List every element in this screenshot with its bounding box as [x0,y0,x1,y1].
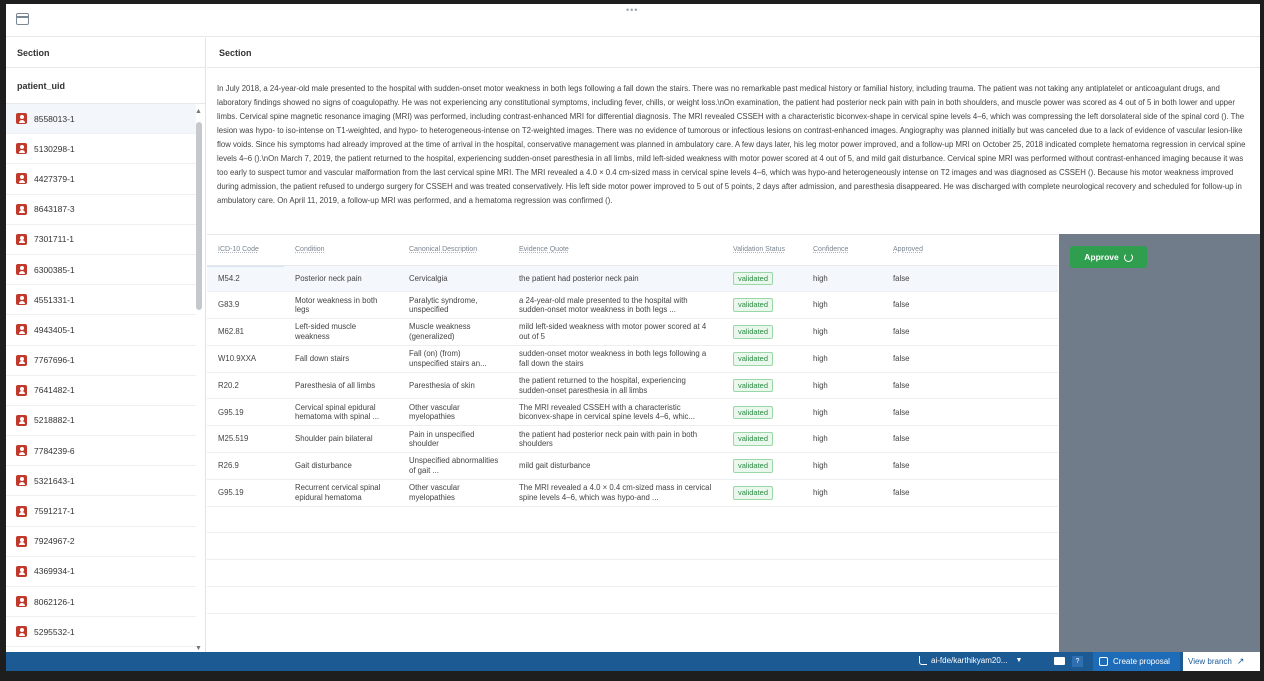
condition-text: Posterior neck pain [295,273,362,283]
clinical-narrative: In July 2018, a 24-year-old male presented to the hospital with sudden-onset motor weakness in both legs following a fall down the stairs. There was no remarkable past medical history or familial history, including trauma. The patient was not taking any antiplatelet or anticoagulant drugs, and laboratory findings showed no signs of coagulopathy. He was not experiencing any constitutional symptoms, including fever, chills, or weight loss.\nOn examination, the patient had posterior neck pain with pain in both shoulders, and muscle power was scored as 4 out of 5 in both lower and upper limbs. Cervical spine magnetic resonance imaging (MRI) was performed, including contrast-enhanced MRI for differential diagnosis. The MRI revealed CSSEH with a characteristic biconvex-shape in cervical spine levels 4–6, which was compressing the left dorsolateral side of the spinal cord (). The lesion was hypo- to iso-intense on T1-weighted, and hypo- to heterogeneous-intense on T2-weighted images. There was no evidence of tumorous or infectious lesions on contrast-enhanced images. Angiography was planned initially but was canceled due to a lack of evidence of vascular lesion-like flow voids. Since his symptoms had already improved at the time of arrival in the hospital, conservative management was planned in ambulatory care. A few days later, his leg motor power improved, and a follow-up MRI on October 25, 2018 indicated complete hematoma regression in cervical spine levels 4–6 ().\nOn March 7, 2019, the patient returned to the hospital, experiencing sudden-onset paresthesia in all limbs, mild left-sided weakness with motor power scored at 4 out of 5, and mild gait disturbance. Cervical spine MRI was performed without contrast-enhanced imaging because it was too early to suspect tumor and vascular malformation from the last cervical spine MRI. The MRI revealed a 4.0 × 0.4 cm-sized mass in cervical spine levels 4–6, which was hypo-and heterogeneously intense on T2 images and was diagnosed as CSSEH (). Because his motor weakness improved during admission, the patient refused to undergo surgery for CSSEH and was treated conservatively. His left side motor power improved to 5 out of 5 points, 2 days after admission, and paresthesia disappeared. He was discharged with complete neurological recovery and scheduled for follow-up in ambulatory care. On April 11, 2019, a follow-up MRI was performed, and a hematoma regression was confirmed (). [217,84,1246,205]
approved-cell [882,372,1058,399]
canonical-description-text: Paralytic syndrome, unspecified [409,295,478,315]
left-panel [6,38,206,652]
user-record-icon [16,385,27,396]
patient-uid-item[interactable] [6,285,196,315]
right-section-header: Section [207,38,1260,68]
create-proposal-label: Create proposal [1113,657,1170,666]
folder-icon[interactable] [1054,657,1065,665]
scroll-down-icon[interactable]: ▼ [195,645,202,652]
empty-cell [508,533,722,560]
empty-table-row [207,587,1058,614]
patient-uid-label: 4551331-1 [34,294,75,305]
validation-status-cell [722,479,802,506]
table-row[interactable] [207,479,1058,506]
icd-code-cell [207,399,284,426]
empty-cell [398,533,508,560]
patient-uid-item[interactable] [6,436,196,466]
evidence-quote-text: sudden-onset motor weakness in both legs following a fall down the stairs [519,349,707,368]
drag-handle-icon[interactable]: ••• [626,5,639,15]
branch-name: ai-fde/karthikyam20... [931,656,1008,665]
canonical-description-cell [398,319,508,346]
create-proposal-button[interactable] [1093,652,1180,671]
patient-uid-item[interactable] [6,376,196,406]
icd-code-cell [207,453,284,480]
canonical-description-cell [398,479,508,506]
icd-code-cell [207,345,284,372]
confidence-text: high [813,461,828,471]
approved-cell [882,479,1058,506]
evidence-quote-text: the patient returned to the hospital, experiencing sudden-onset paresthesia in all limbs [519,376,686,395]
patient-uid-item[interactable] [6,195,196,225]
patient-uid-item[interactable] [6,496,196,526]
status-badge: validated [733,379,773,393]
empty-cell [207,533,284,560]
icd-code-text: W10.9XXA [218,354,257,364]
column-header[interactable]: Approved [882,235,1058,265]
left-section-header: Section [6,38,205,68]
user-record-icon [16,173,27,184]
canonical-description-cell [398,265,508,292]
table-row[interactable] [207,292,1058,319]
approved-cell [882,399,1058,426]
empty-cell [508,560,722,587]
canonical-description-cell [398,292,508,319]
icd-codes-table [207,235,1058,614]
evidence-quote-cell [508,479,722,506]
patient-uid-item[interactable] [6,406,196,436]
validation-status-cell [722,345,802,372]
confidence-text: high [813,434,828,444]
user-record-icon [16,506,27,517]
icd-code-text: M25.519 [218,434,249,444]
table-body [207,265,1058,613]
patient-uid-item[interactable] [6,466,196,496]
confidence-cell [802,399,882,426]
canonical-description-text: Fall (on) (from) unspecified stairs an... [409,349,487,368]
empty-cell [508,587,722,614]
evidence-quote-text: The MRI revealed CSSEH with a characteristic biconvex-shape in cervical spine levels 4–6, whic... [519,402,695,422]
condition-text: Cervical spinal epidural hematoma with spinal ... [295,402,380,422]
empty-cell [284,533,398,560]
icd-code-text: G95.19 [218,407,244,417]
empty-cell [398,506,508,533]
condition-text: Gait disturbance [295,461,352,471]
icd-code-text: R20.2 [218,380,239,390]
scroll-up-icon[interactable]: ▲ [195,108,202,115]
condition-cell [284,345,398,372]
condition-cell [284,265,398,292]
condition-text: Fall down stairs [295,354,350,364]
empty-cell [882,587,1058,614]
evidence-quote-text: the patient had posterior neck pain with pain in both shoulders [519,429,698,449]
canonical-description-cell [398,372,508,399]
canonical-description-cell [398,345,508,372]
icd-table-container [207,234,1058,652]
approved-text: false [893,273,910,283]
table-row[interactable] [207,426,1058,453]
empty-cell [207,587,284,614]
column-header[interactable]: Evidence Quote [508,235,722,265]
external-arrow-icon: ↗ [1236,656,1245,666]
patient-uid-item[interactable] [6,225,196,255]
evidence-quote-cell [508,372,722,399]
column-header[interactable]: Confidence [802,235,882,265]
empty-cell [284,506,398,533]
user-record-icon [16,566,27,577]
condition-cell [284,479,398,506]
empty-cell [207,560,284,587]
evidence-quote-cell [508,319,722,346]
approved-text: false [893,434,910,444]
table-row[interactable] [207,372,1058,399]
confidence-text: high [813,300,828,310]
user-record-icon [16,596,27,607]
condition-text: Motor weakness in both legs [295,295,378,315]
approve-button[interactable] [1070,246,1147,268]
empty-cell [398,560,508,587]
empty-cell [802,587,882,614]
validation-status-cell [722,319,802,346]
empty-cell [722,560,802,587]
validation-status-cell [722,453,802,480]
evidence-quote-cell [508,399,722,426]
patient-uid-column-header[interactable]: patient_uid [6,68,205,104]
condition-cell [284,372,398,399]
table-row[interactable] [207,453,1058,480]
empty-table-row [207,560,1058,587]
patient-uid-label: 4369934-1 [34,566,75,577]
user-record-icon [16,143,27,154]
evidence-quote-text: The MRI revealed a 4.0 × 0.4 cm-sized mass in cervical spine levels 4–6, which was hypo-and ... [519,483,712,502]
patient-uid-item[interactable] [6,104,196,134]
user-record-icon [16,355,27,366]
patient-uid-label: 6300385-1 [34,264,75,275]
top-bar [6,4,1260,37]
canonical-description-text: Other vascular myelopathies [409,483,460,502]
user-record-icon [16,294,27,305]
condition-cell [284,292,398,319]
patient-uid-item[interactable] [6,617,196,647]
branch-icon [919,656,927,665]
branch-selector[interactable] [919,656,1022,665]
confidence-cell [802,319,882,346]
empty-cell [284,560,398,587]
view-branch-button[interactable] [1183,652,1260,671]
patient-uid-item[interactable] [6,134,196,164]
left-scrollbar[interactable] [195,108,203,652]
empty-cell [508,506,722,533]
evidence-quote-text: the patient had posterior neck pain [519,273,639,283]
table-row[interactable] [207,265,1058,292]
condition-text: Shoulder pain bilateral [295,434,373,444]
condition-cell [284,319,398,346]
empty-table-row [207,533,1058,560]
status-badge: validated [733,325,773,339]
patient-uid-label: 7301711-1 [34,234,75,245]
user-record-icon [16,415,27,426]
status-badge: validated [733,352,773,366]
approved-cell [882,453,1058,480]
empty-cell [398,587,508,614]
empty-cell [882,560,1058,587]
approved-cell [882,292,1058,319]
icd-code-text: M62.81 [218,327,245,337]
right-panel [207,38,1260,652]
validation-status-cell [722,426,802,453]
evidence-quote-cell [508,345,722,372]
approved-text: false [893,461,910,471]
icd-code-text: M54.2 [218,273,240,283]
patient-uid-label: 7784239-6 [34,445,75,456]
patient-uid-item[interactable] [6,557,196,587]
confidence-text: high [813,327,828,337]
patient-uid-label: 8643187-3 [34,204,75,215]
refresh-icon [1124,253,1133,262]
icd-code-text: R26.9 [218,461,239,471]
empty-cell [722,533,802,560]
patient-uid-label: 8558013-1 [34,113,75,124]
column-header[interactable]: ICD-10 Code [207,235,284,265]
confidence-text: high [813,273,828,283]
approved-text: false [893,327,910,337]
confidence-text: high [813,488,828,498]
patient-uid-label: 7924967-2 [34,536,75,547]
empty-cell [882,506,1058,533]
canonical-description-cell [398,399,508,426]
user-record-icon [16,113,27,124]
approved-cell [882,426,1058,453]
approved-cell [882,319,1058,346]
view-branch-label: View branch [1188,657,1232,666]
table-row[interactable] [207,399,1058,426]
scroll-thumb[interactable] [196,122,202,310]
condition-cell [284,399,398,426]
user-record-icon [16,264,27,275]
confidence-cell [802,372,882,399]
condition-text: Recurrent cervical spinal epidural hematoma [295,483,381,502]
column-header[interactable]: Validation Status [722,235,802,265]
approved-cell [882,265,1058,292]
icd-code-text: G83.9 [218,300,240,310]
empty-cell [802,506,882,533]
patient-uid-item[interactable] [6,346,196,376]
confidence-cell [802,479,882,506]
patient-uid-label: 7591217-1 [34,506,75,517]
user-record-icon [16,204,27,215]
confidence-cell [802,292,882,319]
empty-cell [207,506,284,533]
canonical-description-text: Pain in unspecified shoulder [409,429,475,449]
canonical-description-text: Paresthesia of skin [409,380,475,390]
status-badge: validated [733,459,773,473]
canonical-description-text: Cervicalgia [409,273,448,283]
user-record-icon [16,234,27,245]
user-record-icon [16,324,27,335]
empty-cell [722,506,802,533]
icd-code-cell [207,479,284,506]
empty-cell [882,533,1058,560]
status-badge: validated [733,272,773,286]
empty-cell [284,587,398,614]
canonical-description-text: Muscle weakness (generalized) [409,322,471,341]
approve-label: Approve [1084,252,1119,262]
user-record-icon [16,626,27,637]
condition-text: Paresthesia of all limbs [295,380,376,390]
action-panel [1059,234,1260,652]
validation-status-cell [722,265,802,292]
evidence-quote-text: a 24-year-old male presented to the hospital with sudden-onset motor weakness in both legs ... [519,295,688,315]
patient-uid-label: 5218882-1 [34,415,75,426]
canonical-description-cell [398,453,508,480]
proposal-icon [1099,657,1108,666]
icd-code-cell [207,292,284,319]
evidence-quote-text: mild left-sided weakness with motor power scored at 4 out of 5 [519,322,707,341]
column-header[interactable]: Canonical Description [398,235,508,265]
evidence-quote-cell [508,292,722,319]
user-record-icon [16,445,27,456]
table-row[interactable] [207,319,1058,346]
condition-text: Left-sided muscle weakness [295,322,357,341]
condition-cell [284,453,398,480]
evidence-quote-cell [508,453,722,480]
patient-uid-label: 4427379-1 [34,173,75,184]
status-bar [6,652,1260,671]
empty-cell [802,560,882,587]
empty-cell [802,533,882,560]
patient-uid-item[interactable] [6,587,196,617]
status-badge: validated [733,432,773,446]
approved-text: false [893,300,910,310]
user-record-icon [16,475,27,486]
validation-status-cell [722,292,802,319]
patient-uid-list [6,104,196,652]
status-badge: validated [733,298,773,312]
status-badge: validated [733,406,773,420]
confidence-cell [802,426,882,453]
patient-uid-item[interactable] [6,315,196,345]
user-record-icon [16,536,27,547]
canonical-description-text: Other vascular myelopathies [409,402,460,422]
confidence-text: high [813,354,828,364]
confidence-cell [802,345,882,372]
empty-cell [722,587,802,614]
status-badge: validated [733,486,773,500]
validation-status-cell [722,399,802,426]
empty-table-row [207,506,1058,533]
table-row[interactable] [207,345,1058,372]
help-icon[interactable]: ? [1072,656,1083,667]
approved-text: false [893,354,910,364]
table-header-row [207,235,1058,265]
icd-code-cell [207,426,284,453]
window-icon[interactable] [16,13,29,25]
patient-uid-label: 5321643-1 [34,475,75,486]
column-header[interactable]: Condition [284,235,398,265]
condition-cell [284,426,398,453]
patient-uid-item[interactable] [6,164,196,194]
patient-uid-label: 7767696-1 [34,355,75,366]
evidence-quote-text: mild gait disturbance [519,461,591,471]
patient-uid-item[interactable] [6,527,196,557]
confidence-text: high [813,380,828,390]
icd-code-cell [207,372,284,399]
approved-text: false [893,488,910,498]
patient-uid-label: 5295532-1 [34,626,75,637]
patient-uid-label: 4943405-1 [34,324,75,335]
chevron-down-icon: ▼ [1015,657,1023,664]
icd-code-text: G95.19 [218,488,244,498]
patient-uid-item[interactable] [6,255,196,285]
confidence-cell [802,265,882,292]
patient-uid-label: 5130298-1 [34,143,75,154]
confidence-cell [802,453,882,480]
validation-status-cell [722,372,802,399]
patient-uid-label: 7641482-1 [34,385,75,396]
evidence-quote-cell [508,265,722,292]
app-window [6,4,1260,652]
icd-code-cell [207,265,284,292]
confidence-text: high [813,407,828,417]
evidence-quote-cell [508,426,722,453]
approved-cell [882,345,1058,372]
approved-text: false [893,407,910,417]
approved-text: false [893,380,910,390]
canonical-description-text: Unspecified abnormalities of gait ... [409,456,499,475]
canonical-description-cell [398,426,508,453]
icd-code-cell [207,319,284,346]
patient-uid-label: 8062126-1 [34,596,75,607]
